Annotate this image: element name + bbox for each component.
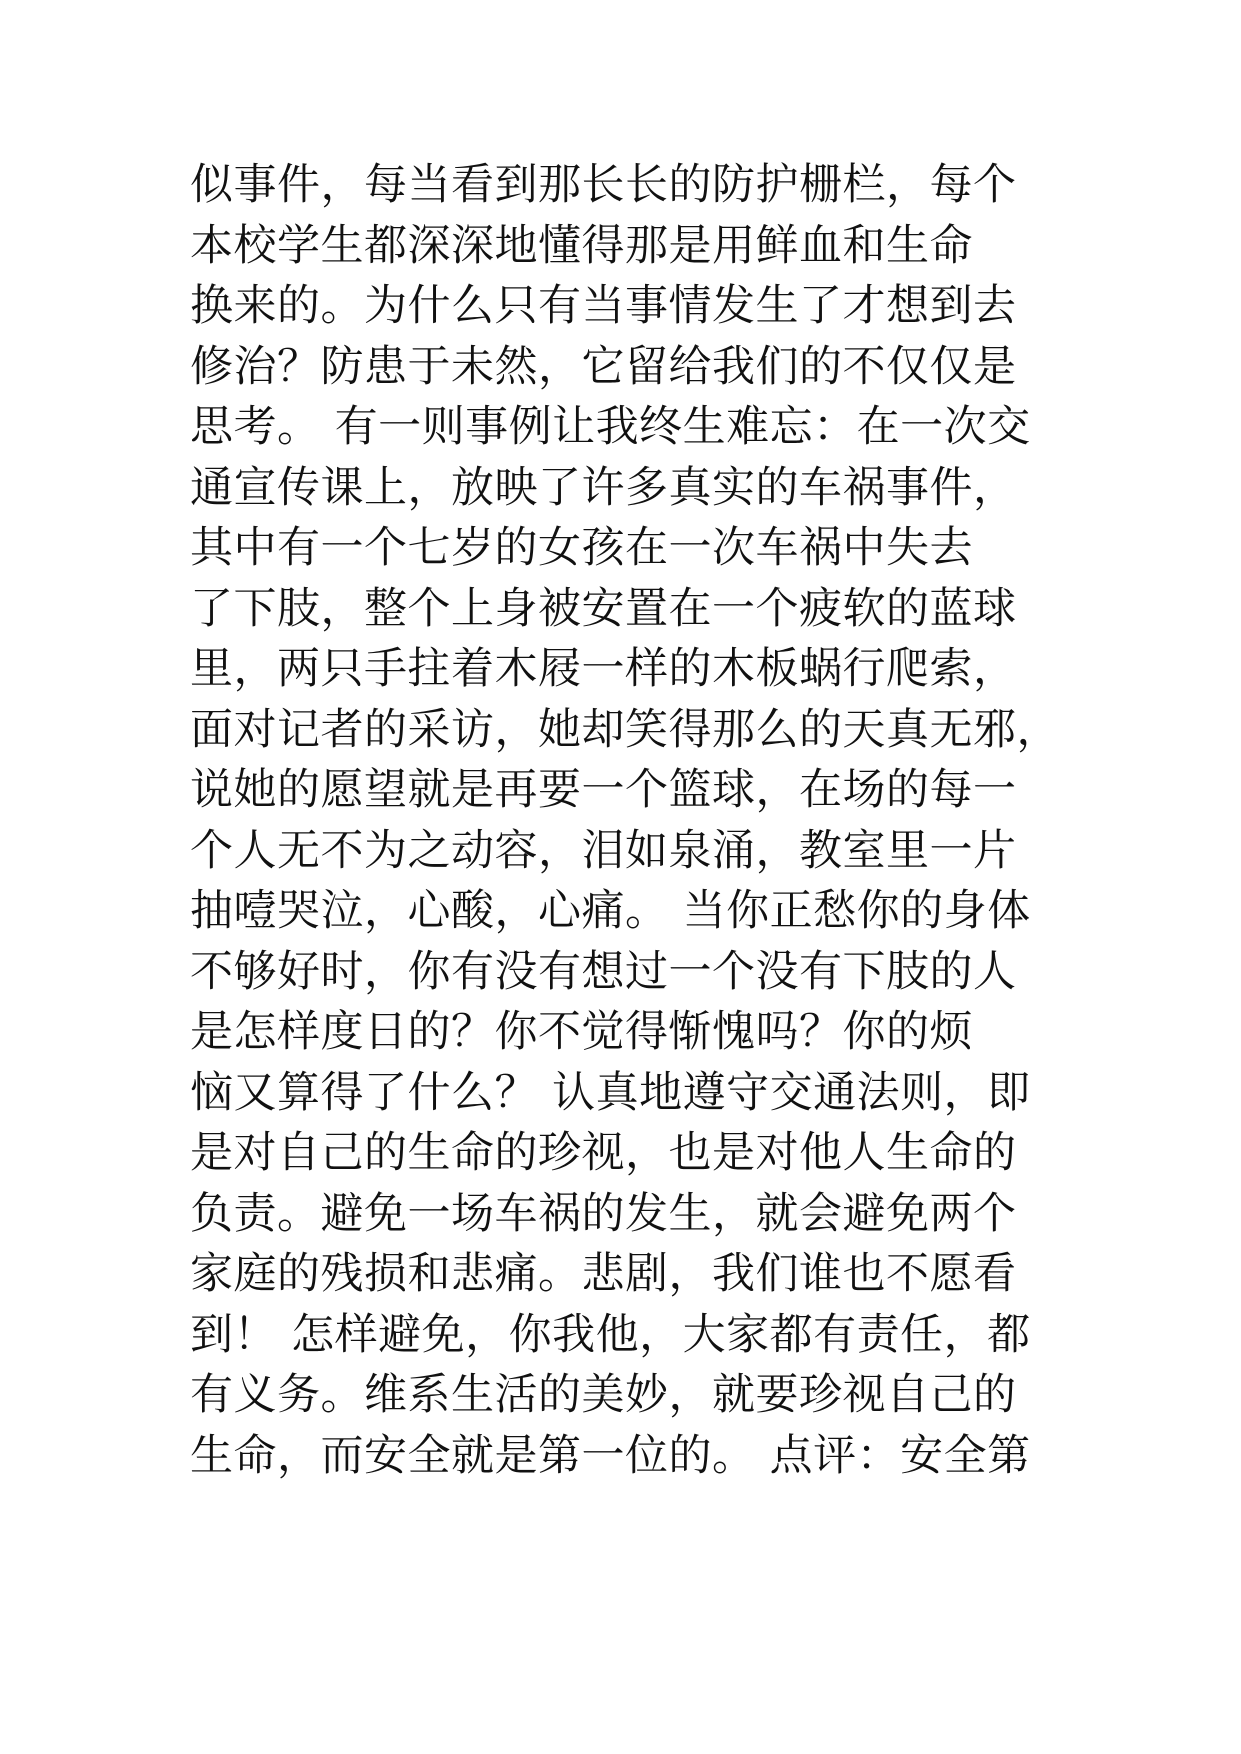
text-line: 个人无不为之动容，泪如泉涌，教室里一片 — [190, 825, 1017, 876]
text-line: 了下肢，整个上身被安置在一个疲软的蓝球 — [190, 583, 1017, 634]
text-line: 到！ 怎样避免，你我他，大家都有责任，都 — [190, 1309, 1031, 1360]
text-line: 面对记者的采访，她却笑得那么的天真无邪， — [190, 704, 1060, 755]
text-line: 修治？防患于未然，它留给我们的不仅仅是 — [190, 341, 1017, 392]
text-line: 生命，而安全就是第一位的。 点评：安全第 — [190, 1430, 1031, 1481]
text-line: 本校学生都深深地懂得那是用鲜血和生命 — [190, 220, 973, 271]
text-line: 恼又算得了什么？ 认真地遵守交通法则，即 — [190, 1067, 1031, 1118]
text-line: 是对自己的生命的珍视，也是对他人生命的 — [190, 1128, 1017, 1178]
text-line: 抽噎哭泣，心酸，心痛。 当你正愁你的身体 — [190, 886, 1031, 936]
text-line: 负责。避免一场车祸的发生，就会避免两个 — [190, 1188, 1017, 1239]
text-line: 其中有一个七岁的女孩在一次车祸中失去 — [190, 523, 973, 573]
text-line: 是怎样度日的？你不觉得惭愧吗？你的烦 — [190, 1007, 973, 1057]
text-line: 里，两只手拄着木屐一样的木板蜗行爬索， — [190, 644, 1017, 694]
text-line: 不够好时，你有没有想过一个没有下肢的人 — [190, 946, 1017, 997]
text-line: 通宣传课上，放映了许多真实的车祸事件， — [190, 462, 1017, 513]
text-line: 家庭的残损和悲痛。悲剧，我们谁也不愿看 — [190, 1249, 1017, 1299]
text-line: 换来的。为什么只有当事情发生了才想到去 — [190, 281, 1017, 331]
body-text — [190, 155, 1090, 1486]
text-line: 思考。 有一则事例让我终生难忘：在一次交 — [190, 402, 1031, 452]
text-line: 说她的愿望就是再要一个篮球，在场的每一 — [190, 765, 1017, 815]
text-line: 似事件，每当看到那长长的防护栅栏，每个 — [190, 160, 1017, 210]
text-line: 有义务。维系生活的美妙，就要珍视自己的 — [190, 1370, 1017, 1420]
